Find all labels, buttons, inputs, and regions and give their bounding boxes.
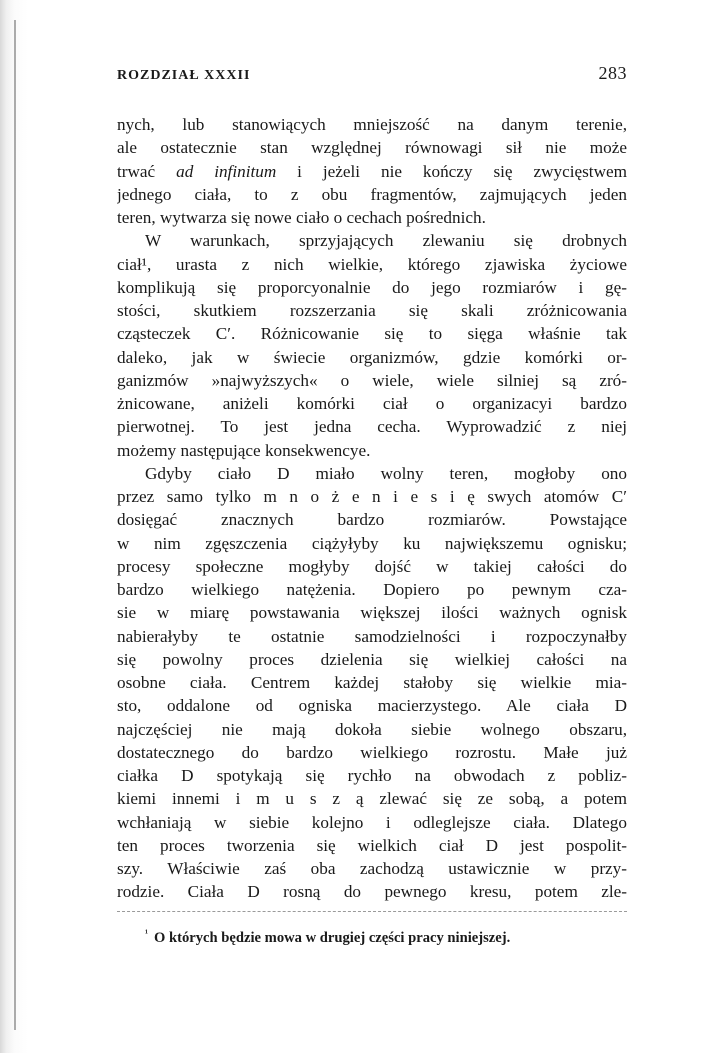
text-line: żnicowane, aniżeli komórki ciał o organizacyi bardzo [117,394,627,413]
text-line: komplikują się proporcyonalnie do jego rozmiarów i gę- [117,277,627,297]
text-line: ten proces tworzenia się wielkich ciał D jest pospolit- [117,835,627,855]
text-line: szy. Właściwie zaś oba zachodzą ustawicznie w przy- [117,859,627,878]
page-number: 283 [598,63,627,83]
text-line: pierwotnej. To jest jedna cecha. Wyprowadzić z niej [117,417,627,437]
running-head: ROZDZIAŁ XXXII [117,68,251,83]
footnote-marker: ¹ [145,928,148,939]
text-line: w nim zgęszczenia ciążyłyby ku największemu ognisku; [117,533,627,553]
page-header [117,63,627,87]
binding-shadow-line [14,20,16,1030]
text-line: Gdyby ciało D miało wolny teren, mogłoby ono [145,463,627,483]
text-line: nych, lub stanowiących mniejszość na danym terenie, [117,115,627,134]
text-line: kiemi innemi i m u s z ą zlewać się ze sobą, a potem [117,789,627,809]
text-line: dostatecznego do bardzo wielkiego rozrostu. Małe już [117,742,627,762]
text-line: wchłaniają w siebie kolejno i odleglejsze ciała. Dlatego [117,812,627,832]
footnote-separator [117,911,627,912]
text-fragment: trwać [117,161,177,181]
text-line: teren, wytwarza się nowe ciało o cechach pośrednich. [117,208,486,227]
footnote [145,924,627,948]
text-line: daleko, jak w świecie organizmów, gdzie komórki or- [117,347,627,367]
text-line: sie w miarę powstawania większej ilości ważnych ognisk [117,603,627,623]
text-line: rodzie. Ciała D rosną do pewnego kresu, potem zle- [117,882,627,902]
text-line: ciałka D spotykają się rychło na obwodach z pobliz- [117,766,627,785]
body-text [117,113,627,904]
footnote-text: O których będzie mowa w drugiej części pracy niniejszej. [154,929,511,946]
text-line: ciał¹, urasta z nich wielkie, którego zjawiska życiowe [117,254,627,274]
text-fragment: i jeżeli nie kończy się zwycięstwem [276,161,627,181]
text-line: nabierałyby te ostatnie samodzielności i rozpoczynałby [117,626,627,646]
text-line: osobne ciała. Centrem każdej stałoby się wielkie mia- [117,673,627,692]
text-line: W warunkach, sprzyjających zlewaniu się drobnych [145,231,627,251]
italic-phrase: ad infinitum [176,161,277,181]
text-line: bardzo wielkiego natężenia. Dopiero po pewnym cza- [117,580,627,599]
text-line: jednego ciała, to z obu fragmentów, zajmujących jeden [117,184,627,204]
text-line: ganizmów »najwyższych« o wiele, wiele silniej są zró- [117,370,627,390]
text-line: procesy społeczne mogłyby dojść w takiej całości do [117,556,627,576]
text-line: dosięgać znacznych bardzo rozmiarów. Powstające [117,510,627,530]
text-line: się powolny proces dzielenia się wielkiej całości na [117,649,627,669]
text-line: sto, oddalone od ogniska macierzystego. Ale ciała D [117,696,627,716]
text-line: możemy następujące konsekwencye. [117,440,371,460]
text-line: cząsteczek C′. Różnicowanie się to sięga właśnie tak [117,324,627,344]
text-line-with-italic [117,160,627,183]
text-line: ale ostatecznie stan względnej równowagi sił nie może [117,138,627,158]
text-line: najczęściej nie mają dokoła siebie wolnego obszaru, [117,719,627,739]
text-line: przez samo tylko m n o ż e n i e s i ę swych atomów C′ [117,487,627,506]
text-line: stości, skutkiem rozszerzania się skali zróżnicowania [117,301,627,320]
